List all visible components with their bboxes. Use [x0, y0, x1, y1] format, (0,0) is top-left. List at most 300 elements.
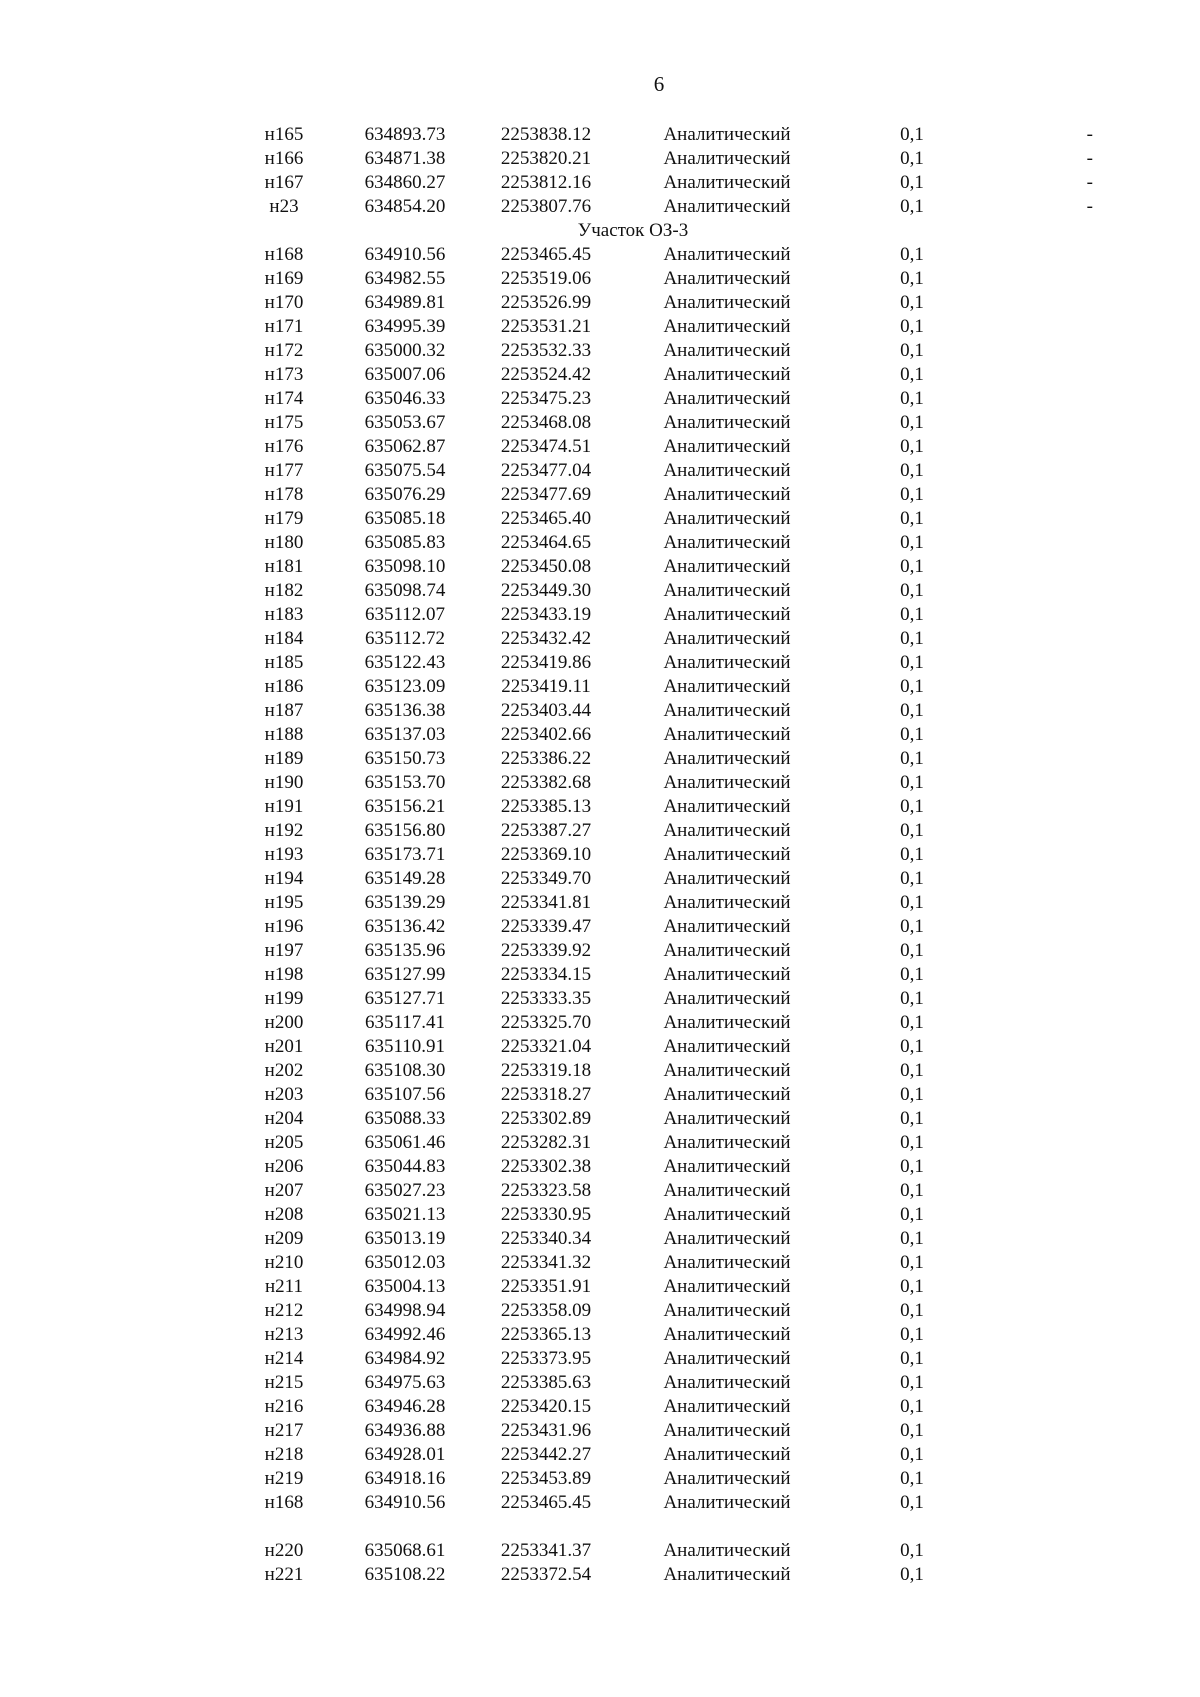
y-coordinate-cell: 2253334.15: [500, 964, 592, 985]
point-cell: н200: [264, 1012, 304, 1033]
table-row: [233, 1299, 1093, 1323]
x-coordinate-cell: 635150.73: [364, 748, 446, 769]
y-coordinate-cell: 2253302.89: [500, 1108, 592, 1129]
point-cell: н190: [264, 772, 304, 793]
x-coordinate-cell: 634946.28: [364, 1396, 446, 1417]
point-cell: н172: [264, 340, 304, 361]
point-cell: н201: [264, 1036, 304, 1057]
y-coordinate-cell: 2253319.18: [500, 1060, 592, 1081]
x-coordinate-cell: 635110.91: [364, 1036, 446, 1057]
x-coordinate-cell: 634860.27: [364, 172, 446, 193]
point-cell: н187: [264, 700, 304, 721]
accuracy-cell: 0,1: [900, 724, 924, 745]
accuracy-cell: 0,1: [900, 1108, 924, 1129]
y-coordinate-cell: 2253807.76: [500, 196, 592, 217]
description-cell: [987, 771, 1093, 795]
method-cell: Аналитический: [663, 988, 791, 1009]
description-cell: [987, 651, 1093, 675]
point-cell: н213: [264, 1324, 304, 1345]
y-coordinate-cell: 2253341.37: [500, 1540, 592, 1561]
table-row: [233, 867, 1093, 891]
method-cell: Аналитический: [663, 1564, 791, 1585]
point-cell: н168: [264, 1492, 304, 1513]
x-coordinate-cell: 635139.29: [364, 892, 446, 913]
accuracy-cell: 0,1: [900, 1060, 924, 1081]
description-cell: [987, 1275, 1093, 1299]
accuracy-cell: 0,1: [900, 820, 924, 841]
accuracy-cell: 0,1: [900, 340, 924, 361]
accuracy-cell: 0,1: [900, 1012, 924, 1033]
accuracy-cell: 0,1: [900, 460, 924, 481]
method-cell: Аналитический: [663, 964, 791, 985]
description-cell: [987, 1467, 1093, 1491]
table-row: [233, 1107, 1093, 1131]
point-cell: н183: [264, 604, 304, 625]
table-row: [233, 915, 1093, 939]
y-coordinate-cell: 2253386.22: [500, 748, 592, 769]
point-cell: н176: [264, 436, 304, 457]
description-cell: [987, 987, 1093, 1011]
accuracy-cell: 0,1: [900, 916, 924, 937]
method-cell: Аналитический: [663, 316, 791, 337]
x-coordinate-cell: 635012.03: [364, 1252, 446, 1273]
y-coordinate-cell: 2253323.58: [500, 1180, 592, 1201]
point-cell: н181: [264, 556, 304, 577]
accuracy-cell: 0,1: [900, 1540, 924, 1561]
method-cell: Аналитический: [663, 556, 791, 577]
x-coordinate-cell: 634989.81: [364, 292, 446, 313]
accuracy-cell: 0,1: [900, 1180, 924, 1201]
x-coordinate-cell: 635156.80: [364, 820, 446, 841]
description-cell: [987, 1227, 1093, 1251]
y-coordinate-cell: 2253372.54: [500, 1564, 592, 1585]
description-cell: [987, 387, 1093, 411]
page-number: 6: [653, 72, 665, 96]
y-coordinate-cell: 2253339.47: [500, 916, 592, 937]
table-row: [233, 723, 1093, 747]
table-row: [233, 603, 1093, 627]
y-coordinate-cell: 2253468.08: [500, 412, 592, 433]
table-row: [233, 339, 1093, 363]
y-coordinate-cell: 2253524.42: [500, 364, 592, 385]
x-coordinate-cell: 635127.71: [364, 988, 446, 1009]
y-coordinate-cell: 2253365.13: [500, 1324, 592, 1345]
y-coordinate-cell: 2253358.09: [500, 1300, 592, 1321]
point-cell: н206: [264, 1156, 304, 1177]
method-cell: Аналитический: [663, 1468, 791, 1489]
point-cell: н167: [264, 172, 304, 193]
accuracy-cell: 0,1: [900, 1228, 924, 1249]
table-row: [233, 1371, 1093, 1395]
accuracy-cell: 0,1: [900, 268, 924, 289]
table-row: [233, 1419, 1093, 1443]
description-cell: [987, 411, 1093, 435]
x-coordinate-cell: 635112.07: [364, 604, 446, 625]
x-coordinate-cell: 634984.92: [364, 1348, 446, 1369]
description-cell: [987, 603, 1093, 627]
description-cell: [987, 963, 1093, 987]
description-cell: [987, 1035, 1093, 1059]
point-cell: н166: [264, 148, 304, 169]
accuracy-cell: 0,1: [900, 1204, 924, 1225]
method-cell: Аналитический: [663, 1324, 791, 1345]
accuracy-cell: 0,1: [900, 1444, 924, 1465]
description-cell: [987, 1419, 1093, 1443]
table-row: [233, 243, 1093, 267]
description-cell: [987, 1179, 1093, 1203]
description-cell: [987, 555, 1093, 579]
x-coordinate-cell: 635007.06: [364, 364, 446, 385]
y-coordinate-cell: 2253387.27: [500, 820, 592, 841]
description-cell: [987, 1323, 1093, 1347]
accuracy-cell: 0,1: [900, 412, 924, 433]
table-row: [233, 171, 1093, 195]
y-coordinate-cell: 2253465.45: [500, 1492, 592, 1513]
x-coordinate-cell: 634910.56: [364, 1492, 446, 1513]
point-cell: н184: [264, 628, 304, 649]
accuracy-cell: 0,1: [900, 436, 924, 457]
description-cell: [987, 1491, 1093, 1515]
method-cell: Аналитический: [663, 124, 791, 145]
point-cell: н211: [265, 1276, 303, 1297]
y-coordinate-cell: 2253820.21: [500, 148, 592, 169]
point-cell: н174: [264, 388, 304, 409]
x-coordinate-cell: 635108.22: [364, 1564, 446, 1585]
method-cell: Аналитический: [663, 724, 791, 745]
x-coordinate-cell: 634871.38: [364, 148, 446, 169]
y-coordinate-cell: 2253339.92: [500, 940, 592, 961]
point-cell: н173: [264, 364, 304, 385]
y-coordinate-cell: 2253330.95: [500, 1204, 592, 1225]
description-cell: [987, 363, 1093, 387]
description-cell: [987, 507, 1093, 531]
table-row: [233, 531, 1093, 555]
table-row: [233, 1155, 1093, 1179]
x-coordinate-cell: 635153.70: [364, 772, 446, 793]
method-cell: Аналитический: [663, 1420, 791, 1441]
y-coordinate-cell: 2253341.81: [500, 892, 592, 913]
point-cell: н198: [264, 964, 304, 985]
accuracy-cell: 0,1: [900, 988, 924, 1009]
y-coordinate-cell: 2253402.66: [500, 724, 592, 745]
x-coordinate-cell: 635085.83: [364, 532, 446, 553]
description-cell: [987, 579, 1093, 603]
accuracy-cell: 0,1: [900, 556, 924, 577]
y-coordinate-cell: 2253474.51: [500, 436, 592, 457]
accuracy-cell: 0,1: [900, 748, 924, 769]
y-coordinate-cell: 2253325.70: [500, 1012, 592, 1033]
y-coordinate-cell: 2253475.23: [500, 388, 592, 409]
x-coordinate-cell: 634998.94: [364, 1300, 446, 1321]
x-coordinate-cell: 634893.73: [364, 124, 446, 145]
table-row: [233, 435, 1093, 459]
description-cell: [987, 1203, 1093, 1227]
y-coordinate-cell: 2253465.40: [500, 508, 592, 529]
table-row: [233, 987, 1093, 1011]
point-cell: н204: [264, 1108, 304, 1129]
table-row: [233, 123, 1093, 147]
point-cell: н209: [264, 1228, 304, 1249]
table-row: [233, 1011, 1093, 1035]
table-row: [233, 267, 1093, 291]
description-cell: [987, 1083, 1093, 1107]
y-coordinate-cell: 2253341.32: [500, 1252, 592, 1273]
table-row: [233, 651, 1093, 675]
table-row: [233, 795, 1093, 819]
x-coordinate-cell: 635136.42: [364, 916, 446, 937]
section-row: [233, 219, 1093, 243]
accuracy-cell: 0,1: [900, 484, 924, 505]
accuracy-cell: 0,1: [900, 292, 924, 313]
table-row: [233, 1035, 1093, 1059]
description-cell: [987, 867, 1093, 891]
description-cell: [987, 819, 1093, 843]
accuracy-cell: 0,1: [900, 964, 924, 985]
point-cell: н199: [264, 988, 304, 1009]
y-coordinate-cell: 2253432.42: [500, 628, 592, 649]
y-coordinate-cell: 2253449.30: [500, 580, 592, 601]
description-cell: [987, 915, 1093, 939]
x-coordinate-cell: 635117.41: [364, 1012, 446, 1033]
table-row: [233, 963, 1093, 987]
method-cell: Аналитический: [663, 1372, 791, 1393]
y-coordinate-cell: 2253526.99: [500, 292, 592, 313]
accuracy-cell: 0,1: [900, 364, 924, 385]
method-cell: Аналитический: [663, 172, 791, 193]
accuracy-cell: 0,1: [900, 604, 924, 625]
spacer-row: [233, 1515, 1093, 1539]
y-coordinate-cell: 2253420.15: [500, 1396, 592, 1417]
x-coordinate-cell: 634975.63: [364, 1372, 446, 1393]
table-row: [233, 1443, 1093, 1467]
accuracy-cell: 0,1: [900, 1036, 924, 1057]
table-row: [233, 363, 1093, 387]
point-cell: н214: [264, 1348, 304, 1369]
method-cell: Аналитический: [663, 1540, 791, 1561]
method-cell: Аналитический: [663, 1060, 791, 1081]
accuracy-cell: 0,1: [900, 124, 924, 145]
y-coordinate-cell: 2253349.70: [500, 868, 592, 889]
accuracy-cell: 0,1: [900, 1252, 924, 1273]
description-cell: [987, 1251, 1093, 1275]
method-cell: Аналитический: [663, 628, 791, 649]
table-row: [233, 387, 1093, 411]
table-row: [233, 1563, 1093, 1587]
point-cell: н193: [264, 844, 304, 865]
accuracy-cell: 0,1: [900, 316, 924, 337]
accuracy-cell: 0,1: [900, 676, 924, 697]
method-cell: Аналитический: [663, 1300, 791, 1321]
method-cell: Аналитический: [663, 1228, 791, 1249]
y-coordinate-cell: 2253519.06: [500, 268, 592, 289]
method-cell: Аналитический: [663, 196, 791, 217]
table-row: [233, 747, 1093, 771]
accuracy-cell: 0,1: [900, 580, 924, 601]
x-coordinate-cell: 634918.16: [364, 1468, 446, 1489]
y-coordinate-cell: 2253385.63: [500, 1372, 592, 1393]
point-cell: н207: [264, 1180, 304, 1201]
table-row: [233, 1203, 1093, 1227]
accuracy-cell: 0,1: [900, 652, 924, 673]
y-coordinate-cell: 2253369.10: [500, 844, 592, 865]
y-coordinate-cell: 2253431.96: [500, 1420, 592, 1441]
x-coordinate-cell: 635173.71: [364, 844, 446, 865]
y-coordinate-cell: 2253321.04: [500, 1036, 592, 1057]
y-coordinate-cell: 2253453.89: [500, 1468, 592, 1489]
table-row: [233, 843, 1093, 867]
description-cell: [987, 723, 1093, 747]
method-cell: Аналитический: [663, 796, 791, 817]
description-cell: -: [1086, 172, 1093, 193]
table-row: [233, 1227, 1093, 1251]
description-cell: [987, 1347, 1093, 1371]
accuracy-cell: 0,1: [900, 940, 924, 961]
accuracy-cell: 0,1: [900, 532, 924, 553]
method-cell: Аналитический: [663, 676, 791, 697]
description-cell: [987, 267, 1093, 291]
point-cell: н210: [264, 1252, 304, 1273]
method-cell: Аналитический: [663, 844, 791, 865]
description-cell: [987, 747, 1093, 771]
method-cell: Аналитический: [663, 748, 791, 769]
description-cell: -: [1086, 148, 1093, 169]
method-cell: Аналитический: [663, 292, 791, 313]
y-coordinate-cell: 2253302.38: [500, 1156, 592, 1177]
accuracy-cell: 0,1: [900, 1156, 924, 1177]
x-coordinate-cell: 634928.01: [364, 1444, 446, 1465]
x-coordinate-cell: 634910.56: [364, 244, 446, 265]
method-cell: Аналитический: [663, 1252, 791, 1273]
method-cell: Аналитический: [663, 244, 791, 265]
description-cell: [987, 1107, 1093, 1131]
table-row: [233, 1491, 1093, 1515]
description-cell: [987, 483, 1093, 507]
description-cell: -: [1086, 124, 1093, 145]
x-coordinate-cell: 635046.33: [364, 388, 446, 409]
method-cell: Аналитический: [663, 700, 791, 721]
y-coordinate-cell: 2253333.35: [500, 988, 592, 1009]
accuracy-cell: 0,1: [900, 1084, 924, 1105]
description-cell: [987, 243, 1093, 267]
description-cell: [987, 291, 1093, 315]
x-coordinate-cell: 635068.61: [364, 1540, 446, 1561]
table-row: [233, 579, 1093, 603]
y-coordinate-cell: 2253477.04: [500, 460, 592, 481]
x-coordinate-cell: 635061.46: [364, 1132, 446, 1153]
x-coordinate-cell: 635156.21: [364, 796, 446, 817]
table-row: [233, 315, 1093, 339]
table-row: [233, 819, 1093, 843]
y-coordinate-cell: 2253340.34: [500, 1228, 592, 1249]
point-cell: н203: [264, 1084, 304, 1105]
accuracy-cell: 0,1: [900, 388, 924, 409]
y-coordinate-cell: 2253450.08: [500, 556, 592, 577]
method-cell: Аналитический: [663, 580, 791, 601]
x-coordinate-cell: 635098.74: [364, 580, 446, 601]
method-cell: Аналитический: [663, 1204, 791, 1225]
accuracy-cell: 0,1: [900, 1492, 924, 1513]
description-cell: [987, 1059, 1093, 1083]
accuracy-cell: 0,1: [900, 1300, 924, 1321]
x-coordinate-cell: 635112.72: [364, 628, 446, 649]
point-cell: н189: [264, 748, 304, 769]
table-row: [233, 1131, 1093, 1155]
table-row: [233, 507, 1093, 531]
table-row: [233, 459, 1093, 483]
y-coordinate-cell: 2253351.91: [500, 1276, 592, 1297]
y-coordinate-cell: 2253465.45: [500, 244, 592, 265]
method-cell: Аналитический: [663, 916, 791, 937]
method-cell: Аналитический: [663, 1444, 791, 1465]
accuracy-cell: 0,1: [900, 1324, 924, 1345]
method-cell: Аналитический: [663, 268, 791, 289]
description-cell: [987, 675, 1093, 699]
description-cell: [987, 339, 1093, 363]
y-coordinate-cell: 2253433.19: [500, 604, 592, 625]
x-coordinate-cell: 635013.19: [364, 1228, 446, 1249]
accuracy-cell: 0,1: [900, 1132, 924, 1153]
method-cell: Аналитический: [663, 1036, 791, 1057]
x-coordinate-cell: 635123.09: [364, 676, 446, 697]
table-row: [233, 939, 1093, 963]
point-cell: н220: [264, 1540, 304, 1561]
x-coordinate-cell: 635085.18: [364, 508, 446, 529]
method-cell: Аналитический: [663, 1180, 791, 1201]
point-cell: н215: [264, 1372, 304, 1393]
y-coordinate-cell: 2253382.68: [500, 772, 592, 793]
coordinates-table: [233, 123, 1093, 1587]
accuracy-cell: 0,1: [900, 772, 924, 793]
point-cell: н202: [264, 1060, 304, 1081]
point-cell: н192: [264, 820, 304, 841]
description-cell: [987, 315, 1093, 339]
table-row: [233, 411, 1093, 435]
description-cell: [987, 1539, 1093, 1563]
y-coordinate-cell: 2253403.44: [500, 700, 592, 721]
x-coordinate-cell: 634982.55: [364, 268, 446, 289]
accuracy-cell: 0,1: [900, 172, 924, 193]
y-coordinate-cell: 2253385.13: [500, 796, 592, 817]
x-coordinate-cell: 635127.99: [364, 964, 446, 985]
x-coordinate-cell: 635149.28: [364, 868, 446, 889]
point-cell: н185: [264, 652, 304, 673]
x-coordinate-cell: 635027.23: [364, 1180, 446, 1201]
accuracy-cell: 0,1: [900, 700, 924, 721]
accuracy-cell: 0,1: [900, 1420, 924, 1441]
y-coordinate-cell: 2253464.65: [500, 532, 592, 553]
method-cell: Аналитический: [663, 1108, 791, 1129]
description-cell: [987, 627, 1093, 651]
table-row: [233, 771, 1093, 795]
method-cell: Аналитический: [663, 1276, 791, 1297]
accuracy-cell: 0,1: [900, 148, 924, 169]
method-cell: Аналитический: [663, 1012, 791, 1033]
description-cell: [987, 939, 1093, 963]
x-coordinate-cell: 635000.32: [364, 340, 446, 361]
table-row: [233, 1083, 1093, 1107]
table-row: [233, 1467, 1093, 1491]
description-cell: [987, 1563, 1093, 1587]
table-row: [233, 147, 1093, 171]
method-cell: Аналитический: [663, 508, 791, 529]
x-coordinate-cell: 635075.54: [364, 460, 446, 481]
table-row: [233, 675, 1093, 699]
method-cell: Аналитический: [663, 148, 791, 169]
x-coordinate-cell: 635137.03: [364, 724, 446, 745]
accuracy-cell: 0,1: [900, 196, 924, 217]
x-coordinate-cell: 634992.46: [364, 1324, 446, 1345]
point-cell: н175: [264, 412, 304, 433]
